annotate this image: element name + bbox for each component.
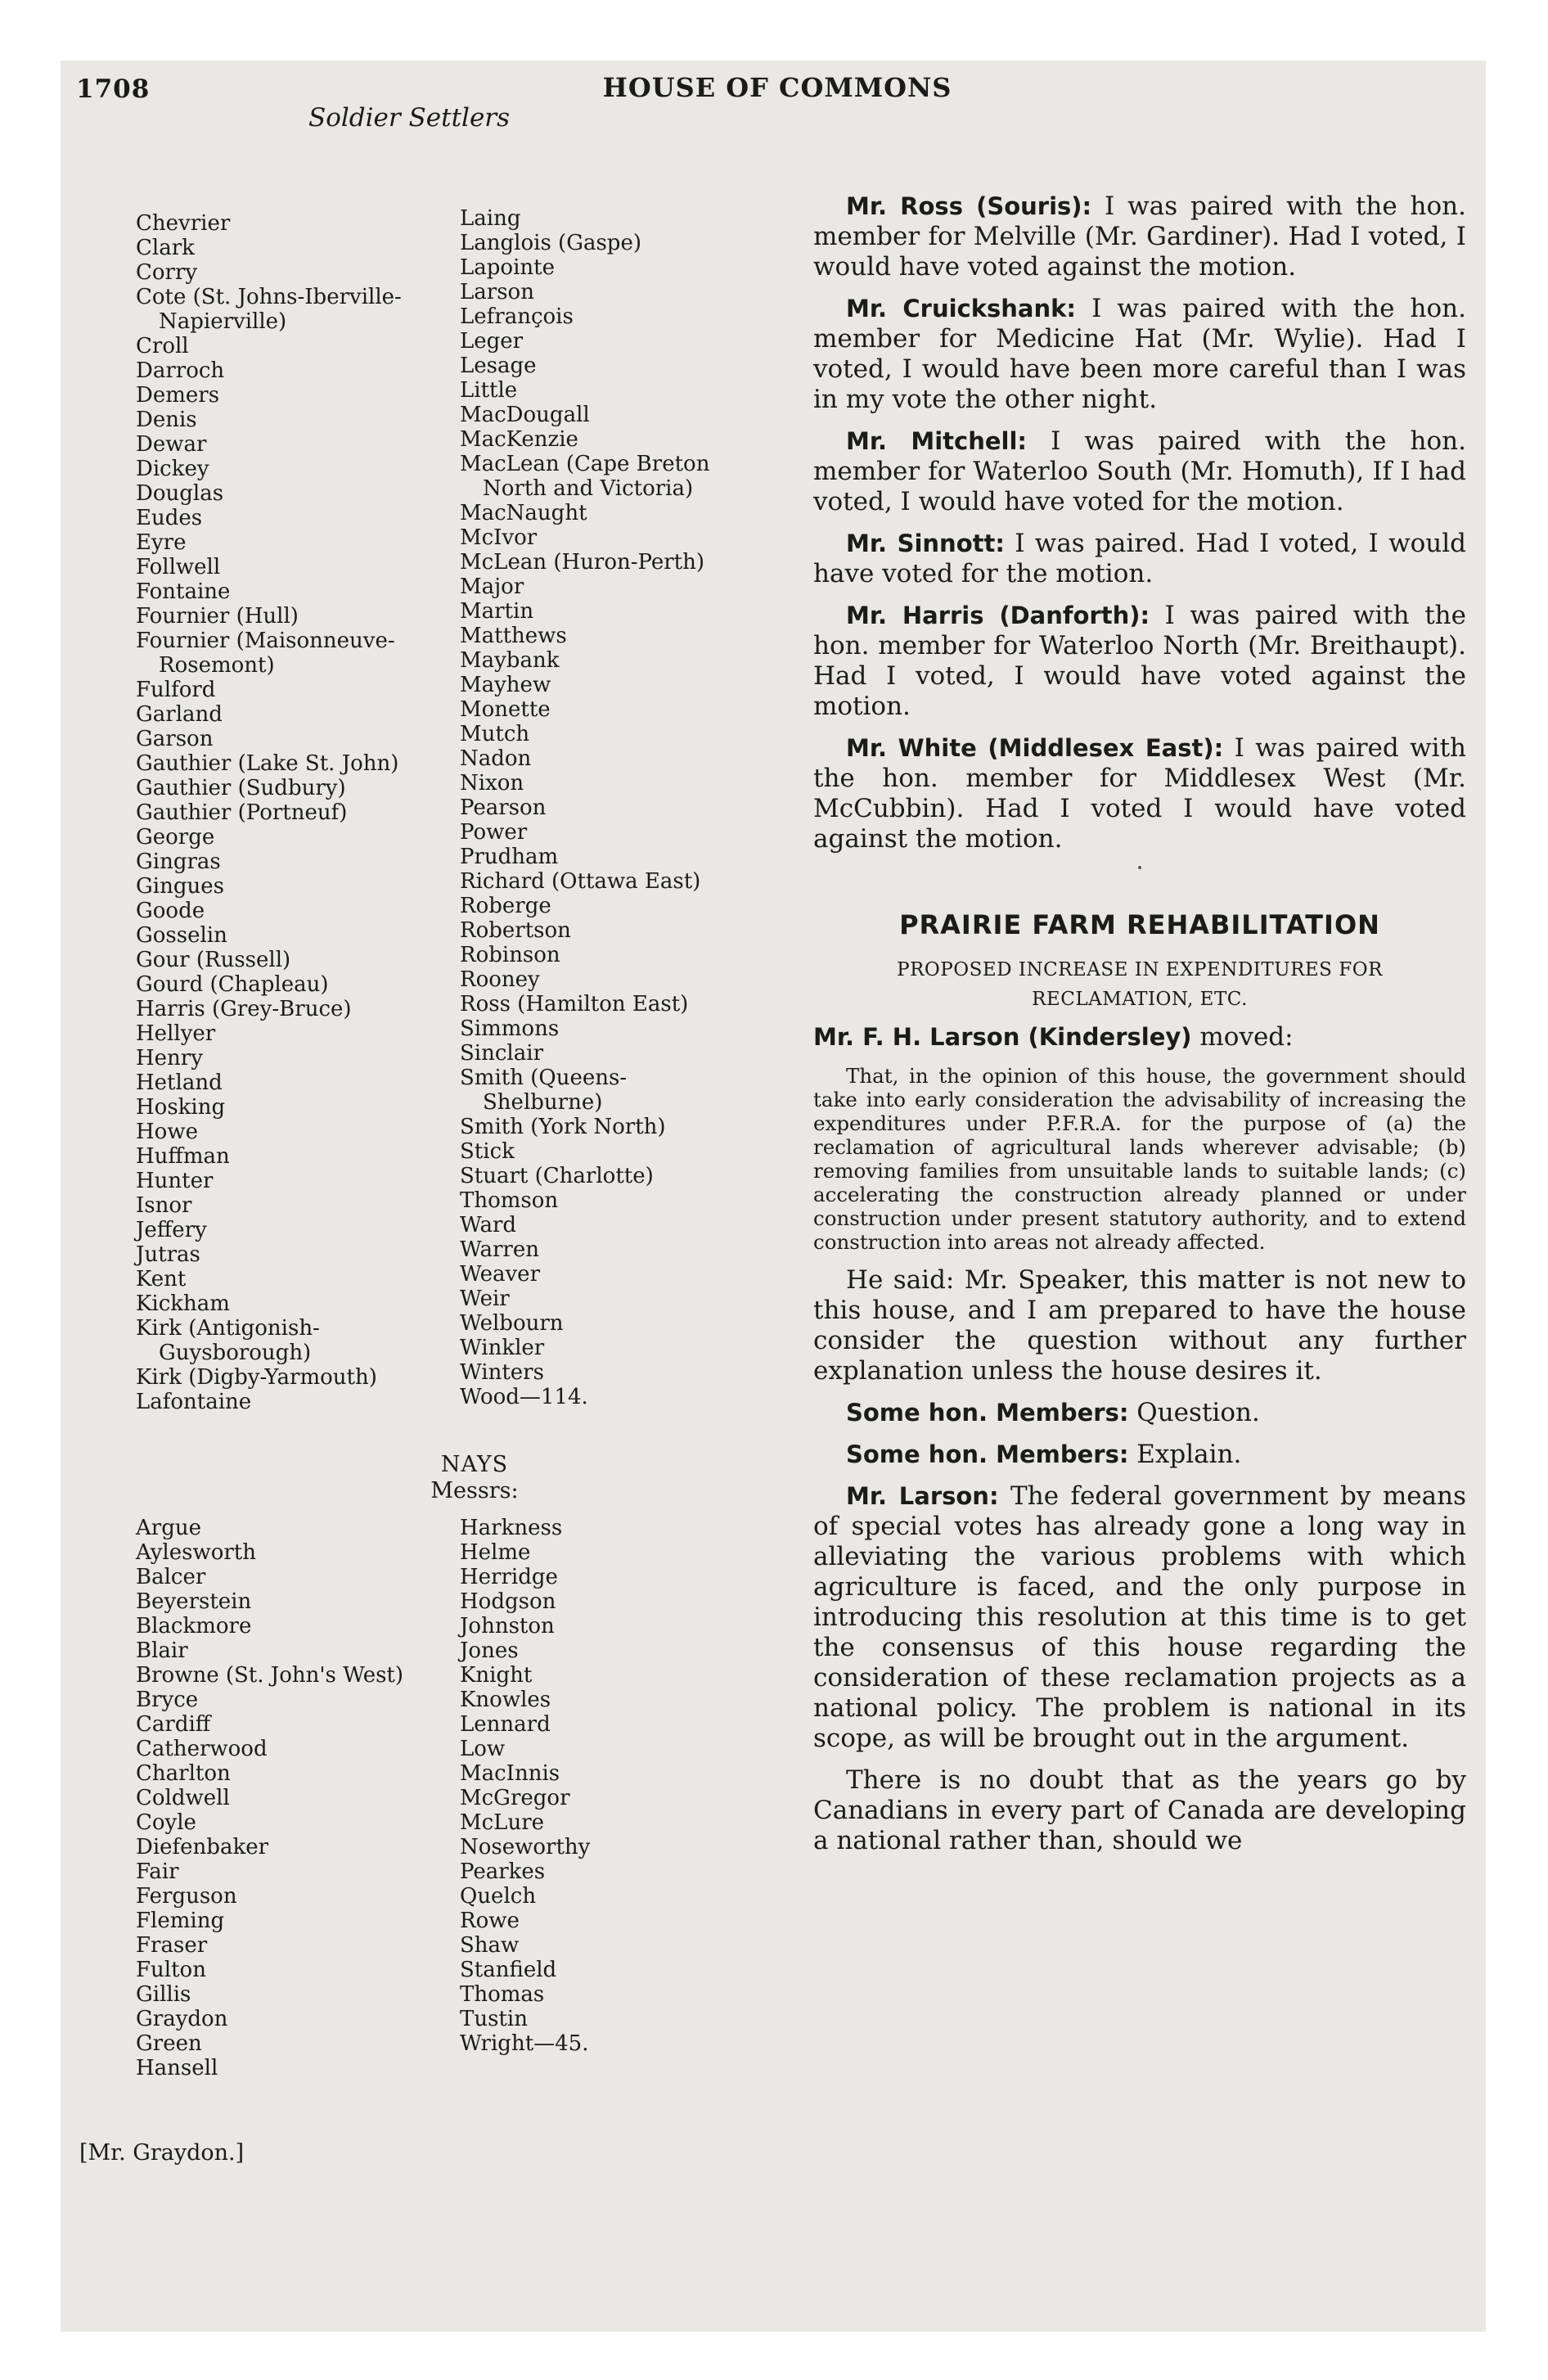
running-head: HOUSE OF COMMONS <box>602 72 952 103</box>
member-name: Fleming <box>136 1909 225 1933</box>
member-name: Dickey <box>136 457 209 481</box>
pair-text: I was paired with the hon. member for Melville (Mr. Gardiner). Had I voted, I would have voted against the motion. <box>813 192 1467 282</box>
member-name: Tustin <box>460 2007 528 2031</box>
member-name: Kickham <box>136 1291 230 1316</box>
member-name: Croll <box>136 334 189 358</box>
member-name: Corry <box>136 260 198 285</box>
member-name: Lapointe <box>460 255 555 280</box>
explain-speaker: Some hon. Members: <box>846 1440 1129 1468</box>
member-name: McIvor <box>460 525 538 550</box>
pair-speaker: Mr. Harris (Danforth): <box>846 602 1150 629</box>
footer-speaker: [Mr. Graydon.] <box>79 2140 245 2166</box>
member-name: Rooney <box>460 967 540 992</box>
member-name: Isnor <box>136 1193 192 1218</box>
question-text: Question. <box>1128 1398 1260 1427</box>
pair-speaker: Mr. Sinnott: <box>846 530 1005 557</box>
pair-statement <box>813 426 1466 517</box>
nays-column-1 <box>136 1516 403 2080</box>
member-name: Hodgson <box>460 1589 556 1614</box>
member-name: Graydon <box>136 2007 228 2031</box>
member-name: Warren <box>460 1237 539 1262</box>
member-name: Gauthier (Portneuf) <box>136 800 348 825</box>
member-name: Power <box>460 820 528 845</box>
member-name: Herridge <box>460 1565 558 1589</box>
member-name: Roberge <box>460 894 551 918</box>
member-name: Pearkes <box>460 1859 546 1884</box>
member-name: Monette <box>460 697 551 722</box>
member-name: Weir <box>460 1287 510 1311</box>
member-name: Douglas <box>136 481 224 506</box>
member-name: Pearson <box>460 796 547 820</box>
member-name: Cote (St. Johns-Iberville- <box>136 285 402 309</box>
member-name: North and Victoria) <box>483 476 694 501</box>
member-name: Fair <box>136 1859 179 1884</box>
member-name: Gauthier (Sudbury) <box>136 776 346 800</box>
larson-paragraph <box>813 1481 1466 1754</box>
member-name: Johnston <box>460 1614 555 1639</box>
member-name: Browne (St. John's West) <box>136 1663 404 1688</box>
member-name: Richard (Ottawa East) <box>460 869 701 894</box>
member-name: Lafontaine <box>136 1390 252 1414</box>
member-name: Robertson <box>460 918 571 943</box>
member-name: MacNaught <box>460 501 587 525</box>
member-name: Hansell <box>136 2056 218 2080</box>
member-name: Ward <box>460 1213 517 1237</box>
member-name: Sinclair <box>460 1041 543 1066</box>
member-name: Langlois (Gaspe) <box>460 231 641 255</box>
pair-text: I was paired with the hon. member for Middlesex West (Mr. McCubbin). Had I voted I would have voted against the motion. <box>813 733 1466 854</box>
member-name: McGregor <box>460 1786 570 1810</box>
member-name: Howe <box>136 1120 198 1144</box>
member-name: Stuart (Charlotte) <box>460 1164 654 1188</box>
member-name: MacKenzie <box>460 427 578 452</box>
member-name: Gour (Russell) <box>136 948 291 972</box>
yeas-column-1 <box>136 211 402 1414</box>
member-name: Gingras <box>136 850 221 874</box>
member-name: MacInnis <box>460 1761 560 1786</box>
member-name: Jutras <box>136 1242 200 1267</box>
member-name: Napierville) <box>159 309 287 334</box>
member-name: Little <box>460 378 518 403</box>
member-name: Gosselin <box>136 923 227 948</box>
member-name: Winters <box>460 1360 544 1385</box>
member-name: Simmons <box>460 1016 560 1041</box>
mover-speaker: Mr. F. H. Larson (Kindersley) <box>813 1023 1192 1051</box>
pair-statement <box>813 601 1466 722</box>
member-name: Lesage <box>460 354 537 378</box>
member-name: Bryce <box>136 1688 199 1712</box>
member-name: Lennard <box>460 1712 551 1737</box>
member-name: Cardiff <box>136 1712 211 1737</box>
member-name: Nixon <box>460 771 524 796</box>
member-name: Prudham <box>460 845 559 869</box>
member-name: Rowe <box>460 1909 520 1933</box>
member-name: Catherwood <box>136 1737 268 1761</box>
member-name: Hunter <box>136 1169 214 1193</box>
member-name: Coldwell <box>136 1786 230 1810</box>
member-name: Diefenbaker <box>136 1835 269 1859</box>
member-name: Chevrier <box>136 211 231 236</box>
member-name: Smith (Queens- <box>460 1066 628 1090</box>
member-name: Knight <box>460 1663 533 1688</box>
member-name: Guysborough) <box>159 1341 312 1365</box>
member-name: Stick <box>460 1139 515 1164</box>
member-name: Mayhew <box>460 673 551 697</box>
pair-text: I was paired. Had I voted, I would have voted for the motion. <box>813 529 1466 588</box>
pair-statement <box>813 733 1466 854</box>
member-name: Thomas <box>460 1982 545 2007</box>
member-name: Larson <box>460 280 534 304</box>
member-name: Wright—45. <box>460 2031 589 2056</box>
question-line <box>813 1398 1466 1428</box>
member-name: Stanfield <box>460 1958 557 1982</box>
member-name: Matthews <box>460 624 567 648</box>
pair-speaker: Mr. Cruickshank: <box>846 295 1077 322</box>
nays-title: NAYS <box>440 1452 509 1477</box>
member-name: George <box>136 825 215 850</box>
member-name: Nadon <box>460 746 532 771</box>
member-name: Mutch <box>460 722 530 746</box>
larson-speaker: Mr. Larson: <box>846 1482 999 1510</box>
member-name: Henry <box>136 1046 203 1071</box>
explain-text: Explain. <box>1128 1440 1242 1469</box>
member-name: Eyre <box>136 530 187 555</box>
member-name: Ferguson <box>136 1884 237 1909</box>
member-name: Leger <box>460 329 524 354</box>
member-name: Denis <box>136 408 197 432</box>
mover-text: moved: <box>1191 1022 1294 1052</box>
member-name: MacLean (Cape Breton <box>460 452 710 476</box>
pair-text: I was paired with the hon. member for Waterloo North (Mr. Breithaupt). Had I voted, I would have voted against the motion. <box>813 601 1466 721</box>
member-name: Welbourn <box>460 1311 564 1336</box>
pairs-statements <box>813 192 1466 854</box>
member-name: Gourd (Chapleau) <box>136 972 329 997</box>
member-name: Garson <box>136 727 214 751</box>
member-name: Weaver <box>460 1262 540 1287</box>
member-name: Rosemont) <box>159 653 275 678</box>
pair-speaker: Mr. Mitchell: <box>846 427 1028 455</box>
member-name: Fontaine <box>136 579 231 604</box>
question-speaker: Some hon. Members: <box>846 1399 1129 1427</box>
nays-column-2 <box>460 1516 590 2056</box>
member-name: Coyle <box>136 1810 196 1835</box>
member-name: Gingues <box>136 874 224 899</box>
member-name: Hellyer <box>136 1021 216 1046</box>
pair-statement <box>813 294 1466 415</box>
member-name: Jones <box>460 1639 519 1663</box>
member-name: Kent <box>136 1267 187 1291</box>
member-name: Harkness <box>460 1516 563 1540</box>
motion-text: That, in the opinion of this house, the government should take into early consideration the advisability of increasing the expenditures under P.F.R.A. for the purpose of (a) the reclamation of agricultural lands wherever advisable; (b) removing families from unsuitable lands to suitable lands; (c) accelerating the construction already planned or under construction under present statutory authority, and to extend construction into areas not already affected. <box>813 1064 1466 1254</box>
member-name: Huffman <box>136 1144 230 1169</box>
member-name: Charlton <box>136 1761 231 1786</box>
pair-text: I was paired with the hon. member for Medicine Hat (Mr. Wylie). Had I voted, I would have been more careful than I was in my vote the other night. <box>813 294 1466 414</box>
member-name: Shelburne) <box>483 1090 603 1115</box>
member-name: Beyerstein <box>136 1589 252 1614</box>
member-name: Robinson <box>460 943 560 967</box>
member-name: Blackmore <box>136 1614 252 1639</box>
vote-heading: Soldier Settlers <box>308 103 511 133</box>
member-name: Gillis <box>136 1982 191 2007</box>
member-name: MacDougall <box>460 403 590 427</box>
member-name: Darroch <box>136 358 225 383</box>
member-name: Kirk (Digby-Yarmouth) <box>136 1365 377 1390</box>
member-name: McLure <box>460 1810 545 1835</box>
pair-speaker: Mr. Ross (Souris): <box>846 192 1092 220</box>
member-name: Helme <box>460 1540 531 1565</box>
member-name: Winkler <box>460 1336 545 1360</box>
member-name: Gauthier (Lake St. John) <box>136 751 399 776</box>
pair-statement <box>813 529 1466 589</box>
member-name: Kirk (Antigonish- <box>136 1316 320 1341</box>
member-name: Demers <box>136 383 220 408</box>
member-name: Fraser <box>136 1933 208 1958</box>
member-name: Fulton <box>136 1958 206 1982</box>
nays-subtitle: Messrs: <box>430 1478 519 1503</box>
member-name: Balcer <box>136 1565 206 1589</box>
member-name: Maybank <box>460 648 560 673</box>
member-name: Quelch <box>460 1884 537 1909</box>
member-name: Fournier (Hull) <box>136 604 299 629</box>
member-name: Argue <box>136 1516 201 1540</box>
page-number: 1708 <box>76 74 151 104</box>
member-name: Hosking <box>136 1095 226 1120</box>
closing-paragraph: There is no doubt that as the years go by Canadians in every part of Canada are developing a national rather than, should we <box>813 1765 1466 1855</box>
member-name: Laing <box>460 206 521 231</box>
member-name: Aylesworth <box>136 1540 256 1565</box>
section-subtitle: PROPOSED INCREASE IN EXPENDITURES FOR RECLAMATION, ETC. <box>897 959 1383 1010</box>
member-name: Thomson <box>460 1188 559 1213</box>
pair-text: I was paired with the hon. member for Waterloo South (Mr. Homuth), If I had voted, I would have voted for the motion. <box>813 426 1466 516</box>
pair-speaker: Mr. White (Middlesex East): <box>846 734 1224 762</box>
member-name: Green <box>136 2031 202 2056</box>
larson-text: The federal government by means of special votes has already gone a long way in alleviating the various problems with which agriculture is faced, and the only purpose in introducing this resolution at this time is to get the consensus of this house regarding the consideration of these reclamation projects as a national policy. The problem is national in its scope, as will be brought out in the argument. <box>813 1481 1466 1753</box>
member-name: Eudes <box>136 506 203 530</box>
member-name: Wood—114. <box>460 1385 588 1409</box>
member-name: Major <box>460 575 524 599</box>
member-name: Garland <box>136 702 223 727</box>
member-name: Ross (Hamilton East) <box>460 992 689 1016</box>
member-name: Jeffery <box>136 1218 207 1242</box>
member-name: Shaw <box>460 1933 520 1958</box>
member-name: Harris (Grey-Bruce) <box>136 997 352 1021</box>
member-name: Fulford <box>136 678 216 702</box>
he-said-paragraph: He said: Mr. Speaker, this matter is not new to this house, and I am prepared to have the house consider the question without any further explanation unless the house desires it. <box>813 1265 1466 1386</box>
member-name: Noseworthy <box>460 1835 591 1859</box>
member-name: Smith (York North) <box>460 1115 666 1139</box>
member-name: Goode <box>136 899 205 923</box>
member-name: Knowles <box>460 1688 551 1712</box>
yeas-column-2 <box>460 206 709 1409</box>
member-name: Blair <box>136 1639 188 1663</box>
member-name: Low <box>460 1737 506 1761</box>
right-column <box>813 192 1466 1868</box>
section-title: PRAIRIE FARM REHABILITATION <box>899 909 1380 940</box>
member-name: Hetland <box>136 1071 223 1095</box>
explain-line <box>813 1440 1466 1470</box>
member-name: McLean (Huron-Perth) <box>460 550 704 575</box>
member-name: Dewar <box>136 432 207 457</box>
mover-line <box>813 1022 1466 1053</box>
pair-statement <box>813 192 1466 282</box>
member-name: Martin <box>460 599 534 624</box>
member-name: Follwell <box>136 555 221 579</box>
member-name: Fournier (Maisonneuve- <box>136 629 395 653</box>
member-name: Clark <box>136 236 195 260</box>
divider-dot <box>1138 866 1141 869</box>
member-name: Lefrançois <box>460 304 574 329</box>
